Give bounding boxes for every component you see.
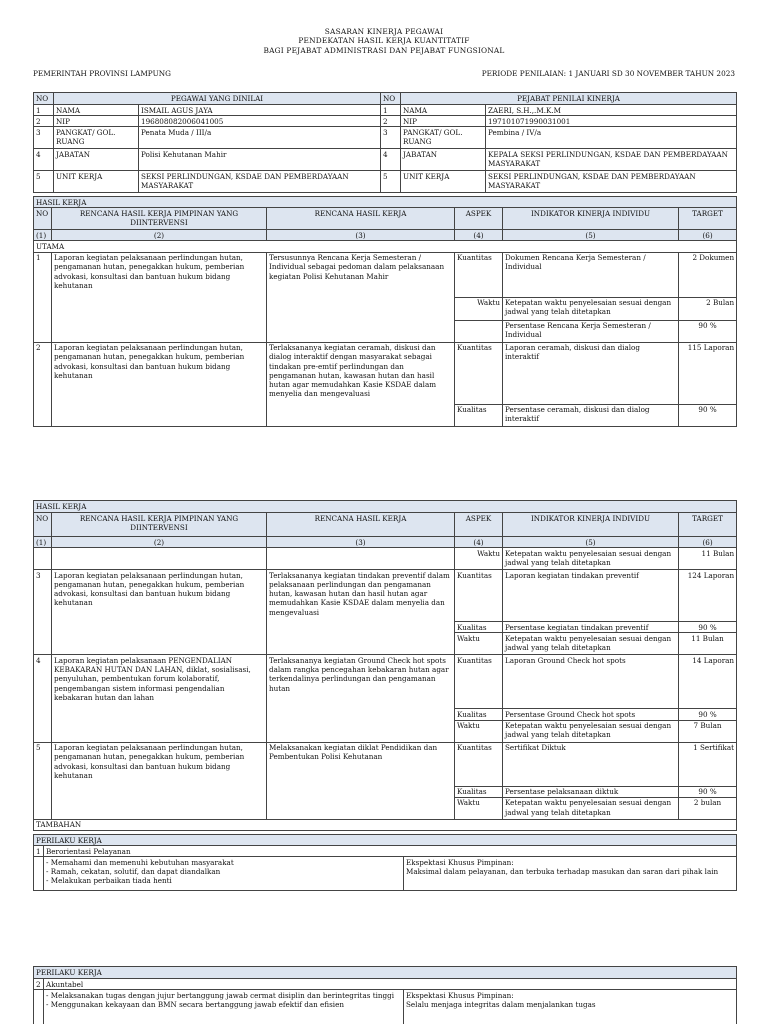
item-no: 2 — [34, 342, 52, 426]
item-aspek: Waktu — [455, 797, 503, 819]
col-number: (1) — [34, 230, 52, 241]
row-no: 4 — [34, 149, 54, 171]
behavior-no: 2 — [34, 979, 44, 990]
row-no: 2 — [381, 116, 401, 127]
tambahan-label: TAMBAHAN — [34, 819, 737, 830]
item-target: 2 Bulan — [679, 297, 737, 320]
column-number-row — [34, 537, 737, 548]
behavior-points — [44, 990, 404, 1024]
col-number: (2) — [52, 230, 267, 241]
col-no: NO — [34, 513, 52, 537]
item-aspek: Kuantitas — [455, 742, 503, 786]
column-header — [34, 513, 737, 537]
row-value: Penata Muda / III/a — [139, 127, 381, 149]
identity-row — [34, 105, 737, 116]
col-pimpinan: RENCANA HASIL KERJA PIMPINAN YANG DIINTERVENSI — [52, 513, 267, 537]
item-pimpinan: Laporan kegiatan pelaksanaan PENGENDALIAN KEBAKARAN HUTAN DAN LAHAN, diklat, sosialisasi, penyuluhan, pembentukan forum kolaboratif, pengembangan sistem informasi pengendalian kebakaran hutan dan lahan — [52, 655, 267, 742]
list-item: - Melakukan perbaikan tiada henti — [46, 876, 172, 886]
row-value: Pembina / IV/a — [486, 127, 737, 149]
item-target: 11 Bulan — [679, 633, 737, 655]
item-no: 5 — [34, 742, 52, 819]
expectation-text: Maksimal dalam pelayanan, dan terbuka terhadap masukan dan saran dari pihak lain — [406, 867, 719, 877]
title-line-2: PENDEKATAN HASIL KERJA KUANTITATIF — [298, 36, 470, 46]
col-target: TARGET — [679, 208, 737, 230]
row-label: PANGKAT/ GOL. RUANG — [54, 127, 139, 149]
row-label: UNIT KERJA — [54, 171, 139, 193]
item-aspek: Kualitas — [455, 622, 503, 633]
title-line-3: BAGI PEJABAT ADMINISTRASI DAN PEJABAT FUNGSIONAL — [263, 45, 505, 55]
item-pimpinan: Laporan kegiatan pelaksanaan perlindungan hutan, pengamanan hutan, penegakkan hukum, pemberian advokasi, konsultasi dan bantuan hukum bidang kehutanan — [52, 252, 267, 342]
table-row — [34, 252, 737, 297]
section-header — [34, 501, 737, 513]
col-aspek: ASPEK — [455, 208, 503, 230]
table-row — [34, 548, 737, 570]
item-aspek: Kuantitas — [455, 570, 503, 622]
col-number: (5) — [503, 230, 679, 241]
section-header — [34, 835, 737, 846]
col-no: NO — [34, 93, 54, 105]
row-label: NIP — [401, 116, 486, 127]
item-rencana: Melaksanakan kegiatan diklat Pendidikan dan Pembentukan Polisi Kehutanan — [267, 742, 455, 819]
page-1 — [0, 0, 768, 428]
item-rencana: Terlaksananya kegiatan ceramah, diskusi dan dialog interaktif dengan masyarakat sebagai tindakan pre-emtif perlindungan dan pengamanan hutan, kawasan hutan dan hasil hutan agar memudahkan Kasie KSDAE dalam menyelia dan mengevaluasi — [267, 342, 455, 426]
perilaku-table-1 — [33, 834, 737, 891]
row-no: 5 — [34, 171, 54, 193]
row-no: 1 — [381, 105, 401, 116]
item-indikator: Laporan ceramah, diskusi dan dialog interaktif — [503, 342, 679, 404]
perilaku-title: PERILAKU KERJA — [34, 967, 737, 979]
item-aspek: Kuantitas — [455, 342, 503, 404]
item-rencana: Terlaksananya kegiatan Ground Check hot spots dalam rangka pencegahan kebakaran hutan agar terkendalinya perlindungan dan pengamanan hutan — [267, 655, 455, 742]
row-value: 196808082006041005 — [139, 116, 381, 127]
item-rencana — [267, 548, 455, 570]
item-no: 3 — [34, 570, 52, 655]
table-row — [34, 655, 737, 709]
item-aspek: Kualitas — [455, 786, 503, 797]
item-indikator: Laporan Ground Check hot spots — [503, 655, 679, 709]
row-value: KEPALA SEKSI PERLINDUNGAN, KSDAE DAN PEMBERDAYAAN MASYARAKAT — [486, 149, 737, 171]
hasil-kerja-table — [33, 196, 737, 427]
col-target: TARGET — [679, 513, 737, 537]
assessment-period: PERIODE PENILAIAN: 1 JANUARI SD 30 NOVEMBER TAHUN 2023 — [481, 69, 735, 79]
item-target: 90 % — [679, 709, 737, 720]
item-indikator: Persentase kegiatan tindakan preventif — [503, 622, 679, 633]
perilaku-table-2 — [33, 966, 737, 1024]
item-pimpinan: Laporan kegiatan pelaksanaan perlindungan hutan, pengamanan hutan, penegakkan hukum, pemberian advokasi, konsultasi dan bantuan hukum bidang kehutanan — [52, 742, 267, 819]
leader-expectation — [404, 990, 737, 1024]
col-number: (6) — [679, 537, 737, 548]
row-value: SEKSI PERLINDUNGAN, KSDAE DAN PEMBERDAYAAN MASYARAKAT — [486, 171, 737, 193]
identity-header — [34, 93, 737, 105]
behavior-points — [44, 857, 404, 891]
col-number: (4) — [455, 537, 503, 548]
item-aspek: Kuantitas — [455, 655, 503, 709]
section-title: HASIL KERJA — [34, 501, 737, 513]
col-no-right: NO — [381, 93, 401, 105]
row-label: NIP — [54, 116, 139, 127]
item-target: 14 Laporan — [679, 655, 737, 709]
item-target: 124 Laporan — [679, 570, 737, 622]
row-no: 4 — [381, 149, 401, 171]
table-row — [34, 342, 737, 404]
identity-row — [34, 149, 737, 171]
item-indikator: Ketepatan waktu penyelesaian sesuai dengan jadwal yang telah ditetapkan — [503, 297, 679, 320]
col-rencana: RENCANA HASIL KERJA — [267, 208, 455, 230]
item-pimpinan: Laporan kegiatan pelaksanaan perlindungan hutan, pengamanan hutan, penegakkan hukum, pemberian advokasi, konsultasi dan bantuan hukum bidang kehutanan — [52, 570, 267, 655]
behavior-name: Berorientasi Pelayanan — [44, 846, 737, 857]
col-rencana: RENCANA HASIL KERJA — [267, 513, 455, 537]
row-label: JABATAN — [54, 149, 139, 171]
row-label: PANGKAT/ GOL. RUANG — [401, 127, 486, 149]
item-target: 115 Laporan — [679, 342, 737, 404]
row-label: UNIT KERJA — [401, 171, 486, 193]
col-number: (3) — [267, 230, 455, 241]
item-aspek: Kualitas — [455, 709, 503, 720]
leader-expectation — [404, 857, 737, 891]
col-number: (2) — [52, 537, 267, 548]
identity-row — [34, 116, 737, 127]
hasil-kerja-table-continued — [33, 500, 737, 831]
behavior-detail-row — [34, 990, 737, 1024]
item-indikator: Dokumen Rencana Kerja Semesteran / Individual — [503, 252, 679, 297]
behavior-row — [34, 846, 737, 857]
title-line-1: SASARAN KINERJA PEGAWAI — [324, 27, 444, 36]
col-indikator: INDIKATOR KINERJA INDIVIDU — [503, 208, 679, 230]
column-number-row — [34, 230, 737, 241]
item-target: 90 % — [679, 320, 737, 342]
row-no: 5 — [381, 171, 401, 193]
utama-label: UTAMA — [34, 241, 737, 252]
tambahan-row — [34, 819, 737, 830]
identity-row — [34, 127, 737, 149]
identity-table — [33, 92, 737, 193]
item-target: 90 % — [679, 404, 737, 426]
item-aspek: Waktu — [455, 720, 503, 742]
utama-row — [34, 241, 737, 252]
list-item: - Ramah, cekatan, solutif, dan dapat diandalkan — [46, 867, 221, 877]
row-label: NAMA — [401, 105, 486, 116]
behavior-row — [34, 979, 737, 990]
item-aspek: Waktu — [455, 633, 503, 655]
perilaku-title: PERILAKU KERJA — [34, 835, 737, 846]
item-aspek — [455, 320, 503, 342]
empty-cell — [34, 857, 44, 891]
col-indikator: INDIKATOR KINERJA INDIVIDU — [503, 513, 679, 537]
item-indikator: Persentase ceramah, diskusi dan dialog interaktif — [503, 404, 679, 426]
table-row — [34, 742, 737, 786]
list-item: - Menggunakan kekayaan dan BMN secara bertanggung jawab efektif dan efisien — [46, 999, 344, 1009]
right-title: PEJABAT PENILAI KINERJA — [401, 93, 737, 105]
behavior-no: 1 — [34, 846, 44, 857]
item-target: 90 % — [679, 786, 737, 797]
item-no: 4 — [34, 655, 52, 742]
meta-row — [0, 69, 768, 78]
empty-cell — [34, 990, 44, 1024]
item-indikator: Ketepatan waktu penyelesaian sesuai dengan jadwal yang telah ditetapkan — [503, 797, 679, 819]
item-indikator: Sertifikat Diktuk — [503, 742, 679, 786]
row-label: JABATAN — [401, 149, 486, 171]
row-value: 197101071990031001 — [486, 116, 737, 127]
section-title: HASIL KERJA — [34, 197, 737, 208]
behavior-name: Akuntabel — [44, 979, 737, 990]
row-label: NAMA — [54, 105, 139, 116]
item-indikator: Ketepatan waktu penyelesaian sesuai dengan jadwal yang telah ditetapkan — [503, 548, 679, 570]
item-no — [34, 548, 52, 570]
behavior-detail-row — [34, 857, 737, 891]
expectation-label: Ekspektasi Khusus Pimpinan: — [406, 990, 514, 1000]
item-aspek: Kualitas — [455, 404, 503, 426]
row-no: 1 — [34, 105, 54, 116]
agency-name: PEMERINTAH PROVINSI LAMPUNG — [33, 69, 171, 79]
item-pimpinan: Laporan kegiatan pelaksanaan perlindungan hutan, pengamanan hutan, penegakkan hukum, pemberian advokasi, konsultasi dan bantuan hukum bidang kehutanan — [52, 342, 267, 426]
document-title — [0, 0, 768, 55]
section-header — [34, 197, 737, 208]
col-number: (5) — [503, 537, 679, 548]
item-target: 2 bulan — [679, 797, 737, 819]
item-rencana: Tersusunnya Rencana Kerja Semesteran / Individual sebagai pedoman dalam pelaksanaan kegiatan Polisi Kehutanan Mahir — [267, 252, 455, 342]
list-item: - Melaksanakan tugas dengan jujur bertanggung jawab cermat disiplin dan berintegritas tinggi — [46, 990, 395, 1000]
item-target: 11 Bulan — [679, 548, 737, 570]
page-2 — [0, 500, 768, 910]
item-indikator: Ketepatan waktu penyelesaian sesuai dengan jadwal yang telah ditetapkan — [503, 633, 679, 655]
item-indikator: Persentase Ground Check hot spots — [503, 709, 679, 720]
item-aspek: Waktu — [455, 548, 503, 570]
item-indikator: Persentase pelaksanaan diktuk — [503, 786, 679, 797]
page-3 — [0, 966, 768, 1024]
row-value: ISMAIL AGUS JAYA — [139, 105, 381, 116]
col-number: (1) — [34, 537, 52, 548]
row-value: SEKSI PERLINDUNGAN, KSDAE DAN PEMBERDAYAAN MASYARAKAT — [139, 171, 381, 193]
left-title: PEGAWAI YANG DINILAI — [54, 93, 381, 105]
section-header — [34, 967, 737, 979]
column-header — [34, 208, 737, 230]
item-target: 7 Bulan — [679, 720, 737, 742]
list-item: - Memahami dan memenuhi kebutuhan masyarakat — [46, 857, 234, 867]
identity-row — [34, 171, 737, 193]
row-value: Polisi Kehutanan Mahir — [139, 149, 381, 171]
col-number: (6) — [679, 230, 737, 241]
row-no: 3 — [381, 127, 401, 149]
item-target: 90 % — [679, 622, 737, 633]
col-no: NO — [34, 208, 52, 230]
item-rencana: Terlaksananya kegiatan tindakan preventif dalam pelaksanaan perlindungan dan pengamanan hutan, kawasan hutan dan hasil hutan agar memudahkan Kasie KSDAE dalam menyelia dan mengevaluasi — [267, 570, 455, 655]
row-no: 2 — [34, 116, 54, 127]
item-indikator: Persentase Rencana Kerja Semesteran / Individual — [503, 320, 679, 342]
item-pimpinan — [52, 548, 267, 570]
item-aspek: Waktu — [455, 297, 503, 320]
item-target: 1 Sertifikat — [679, 742, 737, 786]
col-pimpinan: RENCANA HASIL KERJA PIMPINAN YANG DIINTERVENSI — [52, 208, 267, 230]
col-number: (4) — [455, 230, 503, 241]
col-aspek: ASPEK — [455, 513, 503, 537]
item-aspek: Kuantitas — [455, 252, 503, 297]
expectation-text: Selalu menjaga integritas dalam menjalankan tugas — [406, 999, 596, 1009]
row-value: ZAERI, S.H.,.M.K.M — [486, 105, 737, 116]
item-target: 2 Dokumen — [679, 252, 737, 297]
row-no: 3 — [34, 127, 54, 149]
item-indikator: Laporan kegiatan tindakan preventif — [503, 570, 679, 622]
item-no: 1 — [34, 252, 52, 342]
item-indikator: Ketepatan waktu penyelesaian sesuai dengan jadwal yang telah ditetapkan — [503, 720, 679, 742]
expectation-label: Ekspektasi Khusus Pimpinan: — [406, 857, 514, 867]
col-number: (3) — [267, 537, 455, 548]
table-row — [34, 570, 737, 622]
